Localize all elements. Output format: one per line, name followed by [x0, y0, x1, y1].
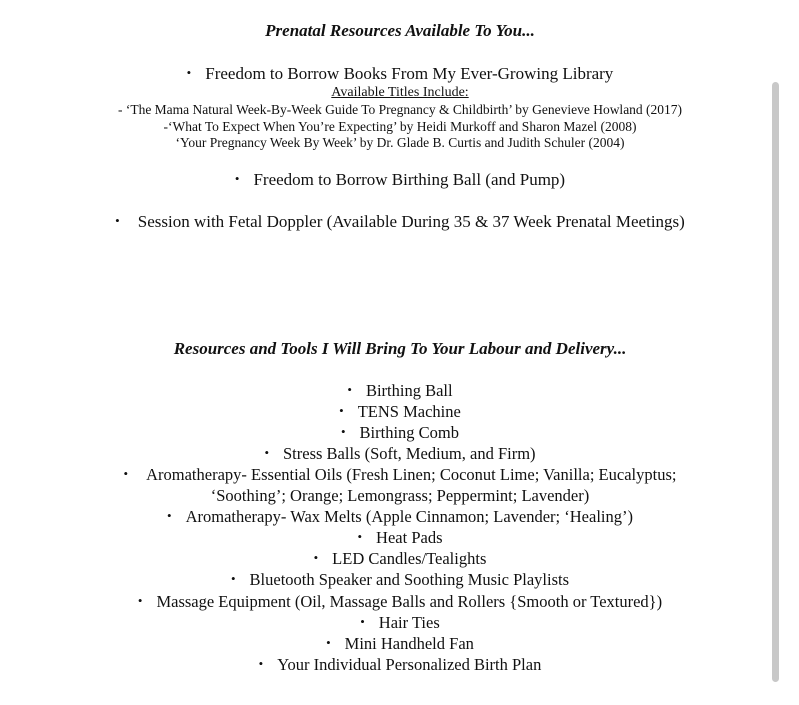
labour-item: • Hair Ties	[0, 612, 799, 634]
labour-item: • Birthing Ball	[0, 380, 799, 402]
book-title-3: ‘Your Pregnancy Week By Week’ by Dr. Glade B. Curtis and Judith Schuler (2004)	[175, 135, 625, 150]
labour-item: • LED Candles/Tealights	[0, 548, 799, 570]
labour-item: • Your Individual Personalized Birth Plan	[0, 654, 799, 676]
labour-heading: Resources and Tools I Will Bring To Your Labour and Delivery...	[173, 339, 627, 358]
labour-item-continued: ‘Soothing’; Orange; Lemongrass; Peppermint; Lavender)	[210, 486, 590, 505]
vertical-scrollbar[interactable]	[772, 82, 779, 682]
book-title-2: -‘What To Expect When You’re Expecting’ by Heidi Murkoff and Sharon Mazel (2008)	[163, 119, 637, 134]
library-item: • Freedom to Borrow Books From My Ever-Growing Library	[0, 63, 799, 85]
fetal-doppler-item: • Session with Fetal Doppler (Available During 35 & 37 Week Prenatal Meetings)	[0, 211, 799, 233]
labour-item: • TENS Machine	[0, 401, 799, 423]
prenatal-heading: Prenatal Resources Available To You...	[265, 21, 535, 40]
birthing-ball-loan-item: • Freedom to Borrow Birthing Ball (and Pump)	[0, 169, 799, 191]
book-title-1: - ‘The Mama Natural Week-By-Week Guide To Pregnancy & Childbirth’ by Genevieve Howland (2017)	[117, 102, 683, 117]
labour-item: • Heat Pads	[0, 527, 799, 549]
labour-item: • Stress Balls (Soft, Medium, and Firm)	[0, 443, 799, 465]
labour-item: • Aromatherapy- Wax Melts (Apple Cinnamon; Lavender; ‘Healing’)	[0, 506, 799, 528]
labour-item: • Aromatherapy- Essential Oils (Fresh Linen; Coconut Lime; Vanilla; Eucalyptus;	[0, 464, 799, 486]
titles-label: Available Titles Include:	[331, 85, 469, 100]
labour-item: • Birthing Comb	[0, 422, 799, 444]
labour-item: • Mini Handheld Fan	[0, 633, 799, 655]
labour-item: • Bluetooth Speaker and Soothing Music Playlists	[0, 569, 799, 591]
labour-item: • Massage Equipment (Oil, Massage Balls and Rollers {Smooth or Textured})	[0, 591, 799, 613]
